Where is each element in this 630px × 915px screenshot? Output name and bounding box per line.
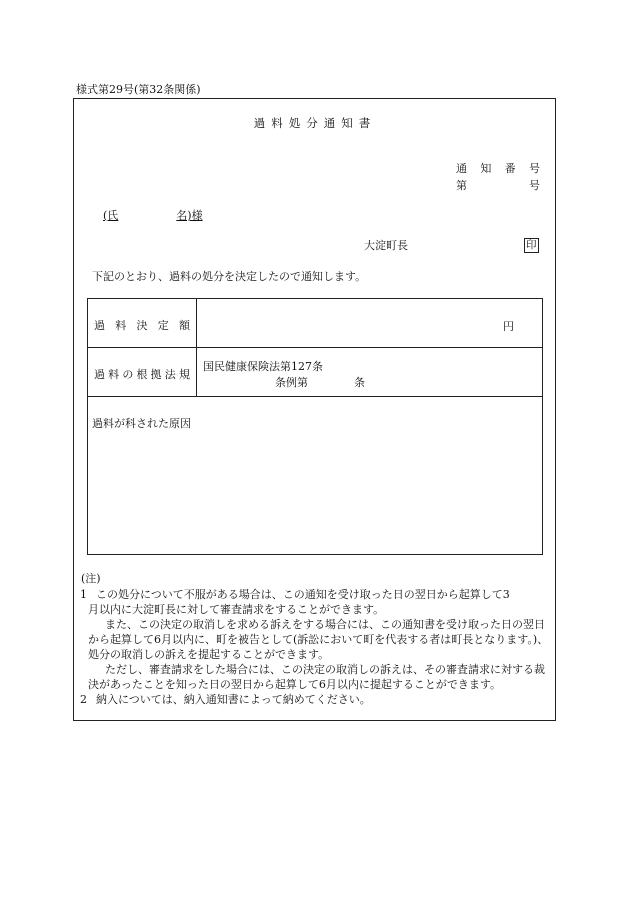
label-char: 額 xyxy=(179,319,190,332)
note-paragraph: ただし、審査請求をした場合には、この決定の取消しの訴えは、その審査請求に対する裁決があったことを知った日の翌日から起算して6月以内に提起することができます。 xyxy=(88,663,545,691)
amount-unit: 円 xyxy=(503,320,514,333)
basis-law: 国民健康保険法第127条 xyxy=(203,360,323,373)
label-char: 拠 xyxy=(150,368,162,381)
label-char: 過 xyxy=(94,319,105,332)
label-char: の xyxy=(122,368,134,381)
notice-number-field xyxy=(456,180,540,191)
details-table xyxy=(87,298,543,555)
addressee-line xyxy=(103,210,203,221)
document-title: 過料処分通知書 xyxy=(253,116,377,130)
label-char: 決 xyxy=(136,319,148,332)
table-row xyxy=(88,348,543,397)
note-continuation: 月以内に大淀町長に対して審査請求をすることができます。 xyxy=(88,603,385,616)
note-number: 2 xyxy=(80,693,87,706)
addressee-open: (氏 xyxy=(103,209,119,222)
notice-label-char: 番 xyxy=(504,162,516,175)
notice-label-char: 知 xyxy=(480,162,492,175)
form-number: 様式第29号(第32条関係) xyxy=(76,83,201,96)
amount-value-cell xyxy=(197,299,543,348)
note-text: この処分について不服がある場合は、この通知を受け取った日の翌日から起算して3 xyxy=(96,588,510,601)
basis-ordinance xyxy=(203,375,542,391)
reason-label: 過料が科された原因 xyxy=(92,417,191,430)
basis-label-cell xyxy=(88,348,197,397)
notes-heading: (注) xyxy=(81,572,101,585)
label-char: 規 xyxy=(178,368,190,381)
label-char: 法 xyxy=(164,368,176,381)
intro-text: 下記のとおり、過料の処分を決定したので通知します。 xyxy=(92,270,367,283)
basis-value-cell xyxy=(197,348,543,397)
amount-label-cell xyxy=(88,299,197,348)
notice-number-suffix: 号 xyxy=(529,179,540,192)
table-row xyxy=(88,299,543,348)
notice-label-char: 通 xyxy=(456,162,467,175)
seal-mark: 印 xyxy=(526,239,537,251)
reason-cell xyxy=(88,397,543,555)
ordinance-prefix: 条例第 xyxy=(275,376,308,389)
notice-number-label xyxy=(456,163,540,174)
note-item xyxy=(80,587,550,602)
table-row xyxy=(88,397,543,555)
note-item xyxy=(80,692,550,707)
addressee-close: 名)様 xyxy=(176,209,203,222)
note-text: 納入については、納入通知書によって納めてください。 xyxy=(96,693,371,706)
note-paragraph: また、この決定の取消しを求める訴えをする場合には、この通知書を受け取った日の翌日から起算して6月以内に、町を被告として(訴訟において町を代表する者は町長となります。)、処分の取消しの訴えを提起することができます。 xyxy=(88,618,549,661)
label-char: 料 xyxy=(108,368,120,381)
issuer-name: 大淀町長 xyxy=(364,239,408,252)
notice-number-prefix: 第 xyxy=(456,179,467,192)
notice-label-char: 号 xyxy=(528,162,540,175)
label-char: 根 xyxy=(136,368,148,381)
ordinance-suffix: 条 xyxy=(354,376,365,389)
note-number: 1 xyxy=(80,588,87,601)
notes-section xyxy=(80,587,550,707)
label-char: 過 xyxy=(94,368,105,381)
label-char: 定 xyxy=(157,319,169,332)
label-char: 料 xyxy=(115,319,127,332)
